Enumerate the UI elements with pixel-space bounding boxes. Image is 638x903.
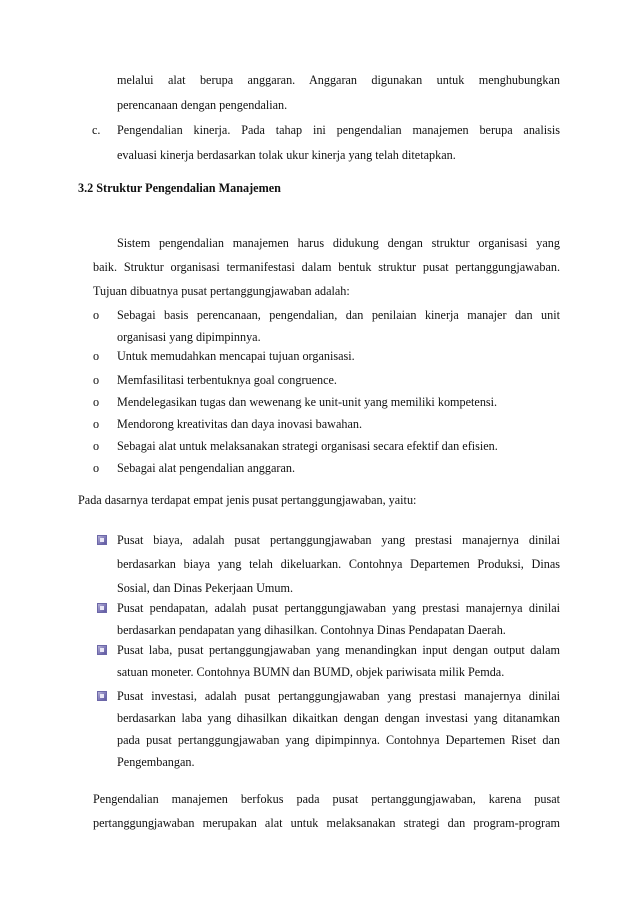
list-item-text: Mendelegasikan tugas dan wewenang ke unit-unit yang memiliki kompetensi.	[117, 395, 498, 409]
list-item-text: Sosial, dan Dinas Pekerjaan Umum.	[117, 581, 294, 595]
square-bullet-icon	[97, 691, 107, 701]
square-bullet-icon	[97, 603, 107, 613]
bullet-marker: o	[93, 349, 100, 363]
paragraph-line: Pengendalian manajemen berfokus pada pusat pertanggungjawaban, karena pusat	[93, 792, 560, 806]
list-item-text: berdasarkan pendapatan yang dihasilkan. Contohnya Dinas Pendapatan Daerah.	[117, 623, 506, 637]
paragraph-line: Pada dasarnya terdapat empat jenis pusat pertanggungjawaban, yaitu:	[78, 493, 417, 507]
list-item-text: Sebagai basis perencanaan, pengendalian, dan penilaian kinerja manajer dan unit	[117, 308, 560, 322]
list-item-text: Pusat laba, pusat pertanggungjawaban yang menandingkan input dengan output dalam	[117, 643, 560, 657]
paragraph-line: pertanggungjawaban merupakan alat untuk melaksanakan strategi dan program-program	[93, 816, 560, 830]
section-heading: 3.2 Struktur Pengendalian Manajemen	[78, 181, 281, 195]
paragraph-line: Tujuan dibuatnya pusat pertanggungjawaban adalah:	[93, 284, 350, 298]
paragraph-line: baik. Struktur organisasi termanifestasi dalam bentuk struktur pusat pertanggungjawaban.	[93, 260, 560, 274]
list-item-text: Pusat investasi, adalah pusat pertanggungjawaban yang prestasi manajernya dinilai	[117, 689, 560, 703]
bullet-marker: o	[93, 439, 100, 453]
list-item-text: Sebagai alat untuk melaksanakan strategi organisasi secara efektif dan efisien.	[117, 439, 498, 453]
square-bullet-icon	[97, 645, 107, 655]
bullet-marker: o	[93, 373, 100, 387]
bullet-marker: o	[93, 395, 100, 409]
list-item-text: pada pusat pertanggungjawaban yang dipimpinnya. Contohnya Departemen Riset dan	[117, 733, 560, 747]
bullet-marker: o	[93, 417, 100, 431]
bullet-marker: o	[93, 308, 100, 322]
list-item-text: Pusat biaya, adalah pusat pertanggungjawaban yang prestasi manajernya dinilai	[117, 533, 560, 547]
square-bullet-icon	[97, 535, 107, 545]
list-item-text: Mendorong kreativitas dan daya inovasi bawahan.	[117, 417, 363, 431]
list-item-text: Memfasilitasi terbentuknya goal congruence.	[117, 373, 337, 387]
body-text-line: melalui alat berupa anggaran. Anggaran digunakan untuk menghubungkan	[117, 73, 560, 87]
paragraph-line: Sistem pengendalian manajemen harus didukung dengan struktur organisasi yang	[117, 236, 560, 250]
body-text-line: evaluasi kinerja berdasarkan tolak ukur kinerja yang telah ditetapkan.	[117, 148, 456, 162]
list-item-text: organisasi yang dipimpinnya.	[117, 330, 261, 344]
list-item-text: Pengembangan.	[117, 755, 195, 769]
body-text-line: Pengendalian kinerja. Pada tahap ini pengendalian manajemen berupa analisis	[117, 123, 560, 137]
list-item-text: satuan moneter. Contohnya BUMN dan BUMD, objek pariwisata milik Pemda.	[117, 665, 505, 679]
body-text-line: perencanaan dengan pengendalian.	[117, 98, 288, 112]
list-item-text: Sebagai alat pengendalian anggaran.	[117, 461, 295, 475]
list-item-text: Pusat pendapatan, adalah pusat pertanggungjawaban yang prestasi manajernya dinilai	[117, 601, 560, 615]
bullet-marker: o	[93, 461, 100, 475]
list-marker: c.	[92, 123, 101, 137]
list-item-text: berdasarkan biaya yang telah dikeluarkan. Contohnya Departemen Produksi, Dinas	[117, 557, 560, 571]
list-item-text: berdasarkan laba yang dihasilkan dikaitkan dengan dengan investasi yang ditanamkan	[117, 711, 560, 725]
list-item-text: Untuk memudahkan mencapai tujuan organisasi.	[117, 349, 355, 363]
